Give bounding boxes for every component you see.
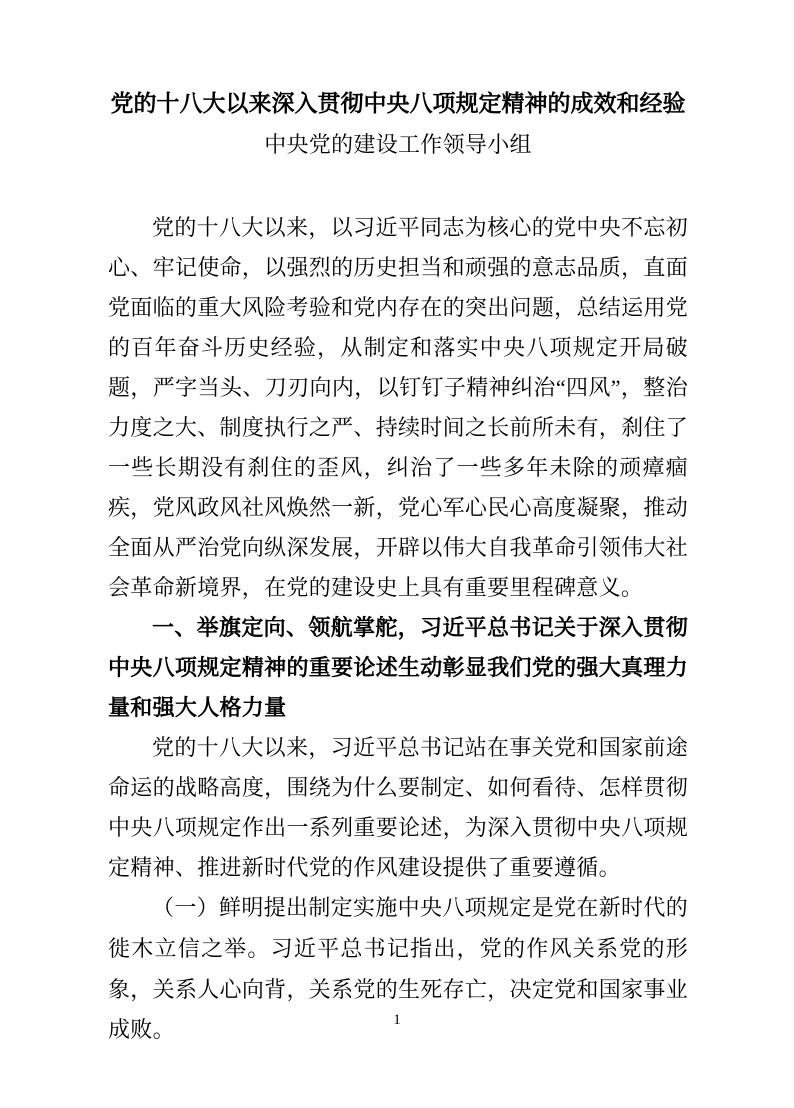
section-1-paragraph: 党的十八大以来，习近平总书记站在事关党和国家前途命运的战略高度，围绕为什么要制定、如何看待、怎样贯彻中央八项规定作出一系列重要论述，为深入贯彻中央八项规定精神、推进新时代党的作风建设提供了重要遵循。 [108, 735, 688, 880]
section-1-heading: 一、举旗定向、领航掌舵，习近平总书记关于深入贯彻中央八项规定精神的重要论述生动彰显我们党的强大真理力量和强大人格力量 [108, 615, 688, 720]
document-title: 党的十八大以来深入贯彻中央八项规定精神的成效和经验 [110, 90, 686, 116]
page-number: 1 [393, 1012, 401, 1028]
document-author: 中央党的建设工作领导小组 [264, 132, 532, 157]
document-body [108, 208, 688, 1050]
intro-paragraph: 党的十八大以来，以习近平同志为核心的党中央不忘初心、牢记使命，以强烈的历史担当和顽强的意志品质，直面党面临的重大风险考验和党内存在的突出问题，总结运用党的百年奋斗历史经验，从制定和落实中央八项规定开局破题，严字当头、刀刃向内，以钉钉子精神纠治“四风”，整治力度之大、制度执行之严、持续时间之长前所未有，刹住了一些长期没有刹住的歪风，纠治了一些多年未除的顽瘴痼疾，党风政风社风焕然一新，党心军心民心高度凝聚，推动全面从严治党向纵深发展，开辟以伟大自我革命引领伟大社会革命新境界，在党的建设史上具有重要里程碑意义。 [108, 215, 688, 600]
point-1-body: 习近平总书记指出，党的作风关系党的形象，关系人心向背，关系党的生死存亡，决定党和国家事业成败。 [108, 936, 688, 1042]
point-1-lead: （一）鲜明提出制定实施中央八项规定是党在新时代的徙木立信之举。 [108, 896, 688, 962]
